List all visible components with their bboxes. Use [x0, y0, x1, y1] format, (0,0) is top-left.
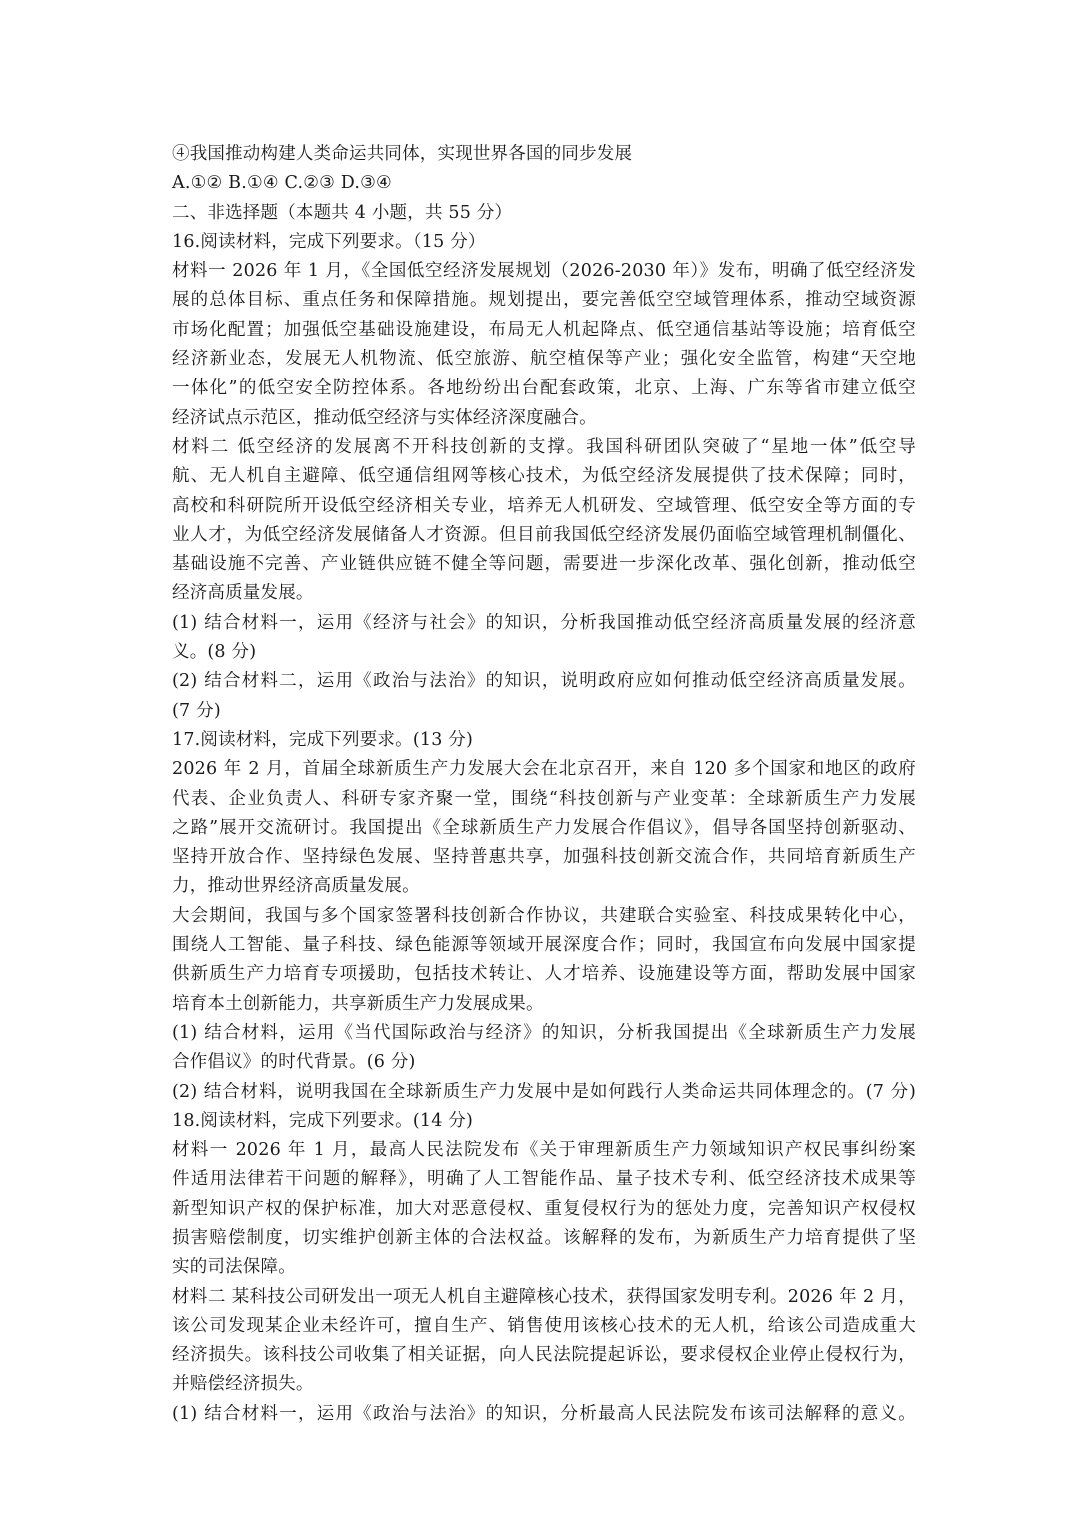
q18-material-1-line: 新型知识产权的保护标准，加大对恶意侵权、重复侵权行为的惩处力度，完善知识产权侵权 [172, 1198, 916, 1219]
q16-sub-question-1-score: 义。(8 分) [172, 642, 257, 663]
q17-material-line: 培育本土创新能力，共享新质生产力发展成果。 [172, 993, 544, 1014]
q16-material-1-line: 市场化配置；加强低空基础设施建设，布局无人机起降点、低空通信基站等设施；培育低空 [172, 319, 916, 340]
q17-material-line: 之路”展开交流研讨。我国提出《全球新质生产力发展合作倡议》，倡导各国坚持创新驱动、 [172, 817, 916, 838]
answer-choices: A.①② B.①④ C.②③ D.③④ [172, 173, 392, 194]
q17-material-line: 围绕人工智能、量子科技、绿色能源等领域开展深度合作；同时，我国宣布向发展中国家提 [172, 935, 916, 956]
q16-sub-question-2: (2) 结合材料二，运用《政治与法治》的知识，说明政府应如何推动低空经济高质量发展。 [172, 671, 916, 692]
q18-material-2-line: 经济损失。该科技公司收集了相关证据，向人民法院提起诉讼，要求侵权企业停止侵权行为， [172, 1345, 916, 1366]
q16-material-2-line: 高校和科研院所开设低空经济相关专业，培养无人机研发、空域管理、低空安全等方面的专 [172, 495, 916, 516]
q16-material-2-line: 基础设施不完善、产业链供应链不健全等问题，需要进一步深化改革、强化创新，推动低空 [172, 554, 916, 575]
q16-material-2-line: 材料二 低空经济的发展离不开科技创新的支撑。我国科研团队突破了“星地一体”低空导 [172, 436, 916, 457]
q18-material-1-line: 损害赔偿制度，切实维护创新主体的合法权益。该解释的发布，为新质生产力培育提供了坚 [172, 1227, 916, 1248]
q17-sub-question-1: (1) 结合材料，运用《当代国际政治与经济》的知识，分析我国提出《全球新质生产力发展 [172, 1022, 916, 1043]
q16-material-1-line: 一体化”的低空安全防控体系。各地纷纷出台配套政策，北京、上海、广东等省市建立低空 [172, 378, 916, 399]
q18-material-2-line: 该公司发现某企业未经许可，擅自生产、销售使用该核心技术的无人机，给该公司造成重大 [172, 1315, 916, 1336]
question-18-heading: 18.阅读材料，完成下列要求。(14 分) [172, 1110, 474, 1131]
q18-sub-question-1: (1) 结合材料一，运用《政治与法治》的知识，分析最高人民法院发布该司法解释的意义。 [172, 1403, 916, 1424]
q16-sub-question-1: (1) 结合材料一，运用《经济与社会》的知识，分析我国推动低空经济高质量发展的经济意 [172, 612, 916, 633]
question-17-heading: 17.阅读材料，完成下列要求。(13 分) [172, 729, 474, 750]
q16-material-2-line: 航、无人机自主避障、低空通信组网等核心技术，为低空经济发展提供了技术保障；同时， [172, 466, 916, 487]
section-heading: 二、非选择题（本题共 4 小题，共 55 分） [172, 202, 513, 223]
q16-material-1-line: 经济新业态，发展无人机物流、低空旅游、航空植保等产业；强化安全监管，构建“天空地 [172, 349, 916, 370]
q16-material-2-line: 经济高质量发展。 [172, 583, 314, 604]
q17-material-line: 代表、企业负责人、科研专家齐聚一堂，围绕“科技创新与产业变革：全球新质生产力发展 [172, 788, 916, 809]
q17-material-line: 供新质生产力培育专项援助，包括技术转让、人才培养、设施建设等方面，帮助发展中国家 [172, 964, 916, 985]
q17-material-line: 坚持开放合作、坚持绿色发展、坚持普惠共享，加强科技创新交流合作，共同培育新质生产 [172, 847, 916, 868]
q16-material-1-line: 经济试点示范区，推动低空经济与实体经济深度融合。 [172, 407, 597, 428]
q16-sub-question-2-score: (7 分) [172, 700, 221, 721]
q18-material-2-line: 并赔偿经济损失。 [172, 1374, 314, 1395]
q18-material-1-line: 实的司法保障。 [172, 1257, 296, 1278]
q17-sub-question-1-cont: 合作倡议》的时代背景。(6 分) [172, 1052, 416, 1073]
exam-text-block [172, 140, 916, 1429]
question-16-heading: 16.阅读材料，完成下列要求。（15 分） [172, 231, 486, 252]
option-item-4: ④我国推动构建人类命运共同体，实现世界各国的同步发展 [172, 144, 633, 164]
q18-material-2-line: 材料二 某科技公司研发出一项无人机自主避障核心技术，获得国家发明专利。2026 年 2 月， [172, 1286, 916, 1307]
q16-material-1-line: 材料一 2026 年 1 月，《全国低空经济发展规划（2026-2030 年）》发布，明确了低空经济发 [172, 261, 916, 282]
q16-material-2-line: 业人才，为低空经济发展储备人才资源。但目前我国低空经济发展仍面临空域管理机制僵化、 [172, 524, 916, 545]
q17-material-line: 大会期间，我国与多个国家签署科技创新合作协议，共建联合实验室、科技成果转化中心， [172, 905, 916, 926]
q18-material-1-line: 件适用法律若干问题的解释》，明确了人工智能作品、量子技术专利、低空经济技术成果等 [172, 1169, 916, 1190]
q18-material-1-line: 材料一 2026 年 1 月，最高人民法院发布《关于审理新质生产力领域知识产权民事纠纷案 [172, 1140, 916, 1161]
q16-material-1-line: 展的总体目标、重点任务和保障措施。规划提出，要完善低空空域管理体系，推动空域资源 [172, 290, 916, 311]
q17-material-line: 2026 年 2 月，首届全球新质生产力发展大会在北京召开，来自 120 多个国家和地区的政府 [172, 759, 916, 780]
q17-sub-question-2: (2) 结合材料，说明我国在全球新质生产力发展中是如何践行人类命运共同体理念的。(7 分) [172, 1081, 916, 1102]
q17-material-line: 力，推动世界经济高质量发展。 [172, 876, 420, 897]
